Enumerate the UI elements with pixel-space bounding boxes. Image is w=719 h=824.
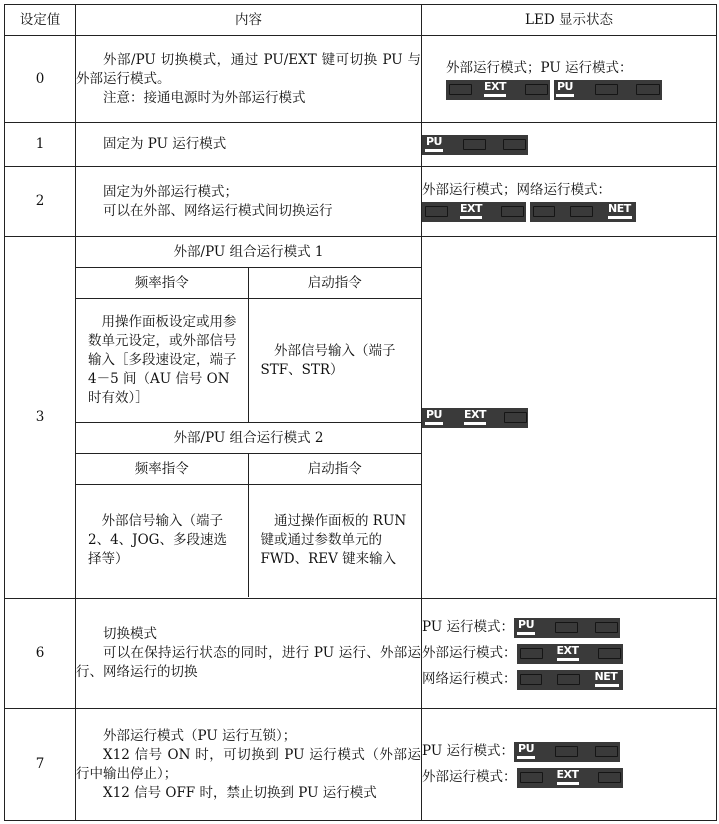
led-label: 外部运行模式；网络运行模式： xyxy=(422,182,611,198)
setting-value: 1 xyxy=(5,123,76,167)
table-row xyxy=(5,599,717,709)
led-cell xyxy=(422,167,717,237)
led-display-pu-ext xyxy=(422,408,528,428)
row-content xyxy=(76,599,422,709)
pu-indicator: PU xyxy=(426,134,442,148)
led-line xyxy=(422,768,716,788)
content-line: 外部运行模式（PU 运行互锁）； xyxy=(103,727,297,744)
header-value: 设定值 xyxy=(5,5,76,36)
content-line: X12 信号 ON 时，可切换到 PU 运行模式（外部运行中输出停止）； xyxy=(76,746,421,782)
freq-header: 频率指令 xyxy=(76,268,248,299)
led-cell xyxy=(422,237,717,599)
led-display-net xyxy=(530,202,636,222)
start-text: 外部信号输入（端子 STF、STR） xyxy=(248,299,421,423)
content-line: 注意：接通电源时为外部运行模式 xyxy=(103,89,306,106)
ext-indicator: EXT xyxy=(556,643,579,657)
led-label: PU 运行模式： xyxy=(422,743,515,759)
combined-mode-table xyxy=(76,237,421,597)
led-cell xyxy=(422,36,717,123)
content-line: 可以在保持运行状态的同时，进行 PU 运行、外部运行、网络运行的切换 xyxy=(76,645,421,680)
content-line: 固定为外部运行模式； xyxy=(103,183,238,200)
led-display-ext xyxy=(422,202,526,222)
led-row xyxy=(422,202,716,222)
row-content xyxy=(76,709,422,821)
row-content xyxy=(76,123,422,167)
freq-text: 外部信号输入（端子2、4、JOG、多段速选择等） xyxy=(76,485,248,597)
table-row xyxy=(5,123,717,167)
start-header: 启动指令 xyxy=(248,454,421,485)
led-label: PU 运行模式： xyxy=(422,619,515,635)
freq-header: 频率指令 xyxy=(76,454,248,485)
led-display-ext xyxy=(517,768,623,788)
row-content xyxy=(76,167,422,237)
content-line: 固定为 PU 运行模式 xyxy=(103,136,227,152)
led-line xyxy=(422,644,716,664)
setting-value: 7 xyxy=(5,709,76,821)
content-line: 切换模式 xyxy=(103,626,157,642)
ext-indicator: EXT xyxy=(556,767,579,781)
group-title: 外部/PU 组合运行模式 1 xyxy=(76,237,421,268)
pu-indicator: PU xyxy=(518,741,535,755)
table-row xyxy=(5,237,717,599)
content-line: X12 信号 OFF 时，禁止切换到 PU 运行模式 xyxy=(103,784,377,801)
led-display-net xyxy=(517,670,623,690)
row-content xyxy=(76,36,422,123)
led-display-pu xyxy=(554,80,662,100)
setting-value: 6 xyxy=(5,599,76,709)
header-content: 内容 xyxy=(76,5,422,36)
led-display-pu xyxy=(514,618,620,638)
led-label: 外部运行模式： xyxy=(422,645,517,661)
setting-value: 2 xyxy=(5,167,76,237)
group-title: 外部/PU 组合运行模式 2 xyxy=(76,423,421,454)
table-row xyxy=(5,167,717,237)
pu-indicator: PU xyxy=(557,79,573,93)
led-cell xyxy=(422,709,717,821)
led-display-pu xyxy=(422,135,528,155)
led-label: 外部运行模式；PU 运行模式： xyxy=(446,59,633,76)
led-display-ext xyxy=(446,80,550,100)
start-header: 启动指令 xyxy=(248,268,421,299)
led-line xyxy=(422,742,716,762)
table-row xyxy=(5,709,717,821)
setting-value: 3 xyxy=(5,237,76,599)
ext-indicator: EXT xyxy=(484,79,506,93)
net-indicator: NET xyxy=(608,202,631,215)
table-row xyxy=(5,36,717,123)
led-label: 外部运行模式： xyxy=(422,769,517,785)
led-line xyxy=(422,670,716,690)
net-indicator: NET xyxy=(594,669,618,683)
start-text: 通过操作面板的 RUN 键或通过参数单元的 FWD、REV 键来输入 xyxy=(248,485,421,597)
content-line: 可以在外部、网络运行模式间切换运行 xyxy=(103,202,333,219)
led-display-ext xyxy=(517,644,623,664)
led-line xyxy=(422,618,716,638)
ext-indicator: EXT xyxy=(464,407,486,421)
combined-mode-cell xyxy=(76,237,422,599)
pu-indicator: PU xyxy=(518,617,535,631)
led-label: 网络运行模式： xyxy=(422,671,517,687)
setting-value: 0 xyxy=(5,36,76,123)
led-display-pu xyxy=(514,742,620,762)
led-row xyxy=(446,80,716,100)
led-cell xyxy=(422,123,717,167)
content-line: 外部/PU 切换模式，通过 PU/EXT 键可切换 PU 与外部运行模式。 xyxy=(76,51,421,87)
ext-indicator: EXT xyxy=(460,202,482,215)
pu-indicator: PU xyxy=(426,407,442,421)
freq-text: 用操作面板设定或用参数单元设定，或外部信号输入［多段速设定，端子 4－5 间（AU 信号 ON 时有效）］ xyxy=(76,299,248,423)
header-led: LED 显示状态 xyxy=(422,5,717,36)
settings-table xyxy=(4,4,717,821)
led-cell xyxy=(422,599,717,709)
